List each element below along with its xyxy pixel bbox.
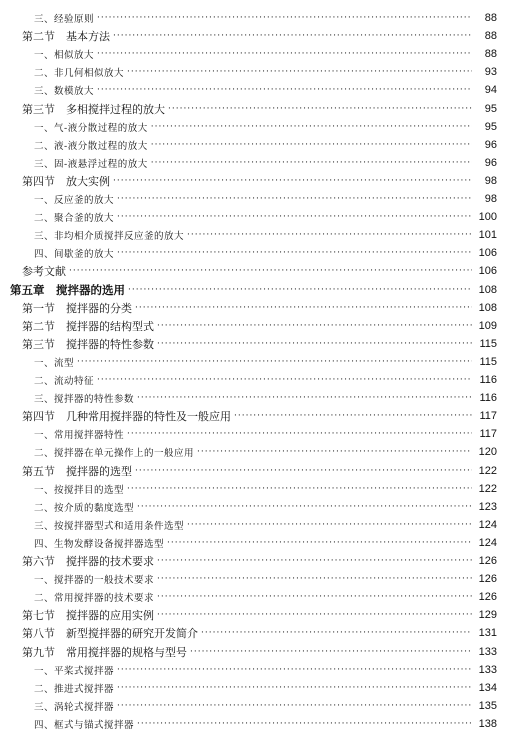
dot-leader: [117, 701, 472, 711]
toc-entry: [0, 461, 516, 481]
toc-entry-page-number: 88: [484, 30, 497, 43]
dot-leader: [151, 140, 472, 150]
toc-entry-page-number: 116: [479, 374, 497, 386]
toc-entry-page-number: 122: [478, 464, 497, 477]
toc-entry: [0, 62, 516, 82]
toc-entry: [0, 551, 516, 571]
toc-entry-title: 一、相似放大: [34, 50, 95, 62]
toc-entry: [0, 189, 516, 209]
toc-entry: [0, 388, 516, 408]
toc-entry-page-number: 133: [478, 645, 497, 658]
dot-leader: [97, 375, 472, 385]
toc-entry-page-number: 98: [484, 174, 497, 187]
dot-leader: [167, 538, 472, 548]
toc-entry: [0, 225, 516, 245]
toc-entry: [0, 424, 516, 444]
toc-entry-title: 二、非几何相似放大: [34, 68, 125, 80]
toc-entry-title: 一、按搅拌目的选型: [34, 484, 125, 496]
toc-entry-page-number: 98: [484, 193, 497, 205]
dot-leader: [197, 447, 472, 457]
toc-entry-page-number: 108: [478, 301, 497, 314]
toc-entry-page-number: 126: [478, 555, 497, 567]
toc-entry: [0, 135, 516, 155]
toc-entry-title: 一、反应釜的放大: [34, 195, 115, 206]
toc-entry-page-number: 115: [479, 337, 497, 350]
toc-entry: [0, 678, 516, 698]
toc-entry-page-number: 116: [479, 392, 497, 405]
toc-entry-title: 二、推进式搅拌器: [34, 683, 115, 695]
dot-leader: [137, 719, 472, 729]
toc-entry-page-number: 124: [478, 518, 497, 531]
toc-entry-page-number: 94: [484, 84, 497, 97]
toc-entry-title: 三、固-液悬浮过程的放大: [34, 158, 148, 170]
dot-leader: [157, 592, 472, 602]
toc-entry: [0, 497, 516, 517]
toc-entry: [0, 153, 516, 173]
toc-entry: [0, 370, 516, 390]
toc-entry: [0, 99, 516, 119]
dot-leader: [168, 104, 472, 114]
toc-entry: [0, 660, 516, 680]
toc-entry-page-number: 126: [478, 591, 497, 604]
toc-entry-page-number: 124: [478, 536, 497, 549]
toc-entry: [0, 352, 516, 372]
toc-entry-page-number: 117: [479, 410, 497, 423]
toc-entry-page-number: 138: [478, 717, 497, 730]
dot-leader: [117, 212, 472, 222]
dot-leader: [97, 49, 472, 59]
toc-entry-page-number: 100: [478, 211, 497, 224]
toc-entry-title: 四、间歇釜的放大: [34, 249, 115, 261]
toc-entry: [0, 334, 516, 354]
dot-leader: [137, 393, 472, 403]
toc-entry-title: 一、常用搅拌器特性: [34, 430, 125, 442]
toc-entry-title: 二、常用搅拌器的技术要求: [34, 593, 155, 605]
dot-leader: [127, 429, 472, 439]
toc-entry-title: 三、按搅拌器型式和适用条件选型: [34, 520, 185, 532]
toc-entry-page-number: 95: [484, 120, 497, 133]
dot-leader: [157, 574, 472, 584]
dot-leader: [157, 339, 472, 349]
toc-entry: [0, 587, 516, 607]
toc-entry-title: 第八节 新型搅拌器的研究开发简介: [22, 627, 198, 641]
table-of-contents: [0, 8, 516, 733]
toc-entry: [0, 623, 516, 643]
toc-entry: [0, 243, 516, 263]
toc-entry-page-number: 88: [484, 48, 497, 61]
toc-entry-page-number: 96: [484, 156, 497, 169]
toc-entry-title: 二、聚合釜的放大: [34, 213, 115, 225]
toc-entry: [0, 442, 516, 462]
dot-leader: [234, 411, 472, 421]
toc-entry-page-number: 106: [478, 247, 497, 260]
dot-leader: [157, 321, 472, 331]
toc-entry: [0, 44, 516, 64]
dot-leader: [128, 285, 472, 295]
toc-entry: [0, 642, 516, 662]
toc-entry-title: 第七节 搅拌器的应用实例: [22, 609, 154, 623]
toc-entry-title: 第四节 几种常用搅拌器的特性及一般应用: [22, 410, 231, 424]
dot-leader: [117, 194, 472, 204]
toc-entry-title: 第九节 常用搅拌器的规格与型号: [22, 645, 187, 659]
dot-leader: [157, 610, 472, 620]
toc-entry-title: 第三节 多相搅拌过程的放大: [22, 102, 165, 116]
toc-entry: [0, 8, 516, 28]
dot-leader: [97, 85, 472, 95]
toc-entry-page-number: 93: [484, 66, 497, 79]
toc-entry-page-number: 101: [478, 229, 497, 242]
toc-entry: [0, 605, 516, 625]
toc-entry: [0, 298, 516, 318]
toc-entry-title: 一、搅拌器的一般技术要求: [34, 575, 155, 587]
dot-leader: [117, 683, 472, 693]
toc-entry-page-number: 96: [484, 138, 497, 151]
dot-leader: [187, 520, 472, 530]
toc-entry-page-number: 117: [479, 428, 497, 441]
toc-entry-title: 四、框式与锚式搅拌器: [34, 719, 135, 731]
toc-entry-page-number: 106: [478, 265, 497, 278]
toc-entry-title: 第六节 搅拌器的技术要求: [22, 555, 154, 568]
toc-entry-title: 三、数模放大: [34, 86, 95, 98]
toc-entry-title: 二、液-液分散过程的放大: [34, 140, 148, 152]
toc-entry: [0, 26, 516, 46]
toc-entry-title: 第二节 基本方法: [22, 30, 110, 44]
toc-entry: [0, 117, 516, 137]
toc-entry-title: 第二节 搅拌器的结构型式: [22, 319, 154, 333]
toc-entry-page-number: 126: [478, 573, 497, 586]
toc-entry-title: 四、生物发酵设备搅拌器选型: [34, 538, 165, 550]
toc-entry-page-number: 108: [478, 283, 497, 296]
toc-entry-page-number: 134: [478, 681, 497, 694]
toc-entry-page-number: 135: [478, 699, 497, 712]
dot-leader: [137, 502, 472, 512]
toc-entry: [0, 479, 516, 499]
toc-entry-title: 第五章 搅拌器的选用: [10, 282, 125, 297]
toc-entry: [0, 406, 516, 426]
toc-entry-page-number: 131: [478, 627, 497, 640]
toc-entry-title: 第一节 搅拌器的分类: [22, 301, 132, 315]
toc-entry-title: 第三节 搅拌器的特性参数: [22, 337, 154, 351]
toc-entry-title: 二、搅拌器在单元操作上的一般应用: [34, 448, 195, 460]
toc-entry: [0, 171, 516, 191]
toc-entry: [0, 533, 516, 553]
toc-entry: [0, 207, 516, 227]
toc-entry-page-number: 122: [478, 482, 497, 495]
toc-entry-page-number: 129: [478, 609, 497, 622]
dot-leader: [201, 628, 472, 638]
toc-entry-title: 三、搅拌器的特性参数: [34, 394, 135, 406]
toc-entry-title: 一、气-液分散过程的放大: [34, 122, 148, 134]
dot-leader: [117, 665, 472, 675]
toc-entry-page-number: 123: [478, 500, 497, 513]
toc-entry-title: 二、流动特征: [34, 376, 95, 387]
toc-entry-title: 第五节 搅拌器的选型: [22, 464, 132, 478]
toc-entry: [0, 696, 516, 716]
dot-leader: [117, 248, 472, 258]
dot-leader: [187, 230, 472, 240]
toc-entry-title: 一、流型: [34, 357, 75, 369]
dot-leader: [77, 357, 472, 367]
toc-entry-title: 三、非均相介质搅拌反应釜的放大: [34, 231, 185, 243]
toc-entry-page-number: 95: [484, 102, 497, 115]
toc-entry: [0, 316, 516, 336]
toc-entry-title: 一、平桨式搅拌器: [34, 665, 115, 677]
toc-entry-page-number: 109: [478, 319, 497, 332]
toc-entry-page-number: 133: [478, 663, 497, 676]
toc-entry-page-number: 88: [484, 12, 497, 24]
dot-leader: [127, 67, 472, 77]
toc-entry-title: 第四节 放大实例: [22, 174, 110, 188]
toc-entry: [0, 280, 516, 300]
toc-entry-title: 三、经验原则: [34, 14, 95, 25]
dot-leader: [97, 13, 472, 23]
toc-entry-title: 三、涡轮式搅拌器: [34, 701, 115, 713]
toc-entry-page-number: 120: [478, 446, 497, 459]
toc-entry-title: 二、按介质的黏度选型: [34, 502, 135, 514]
dot-leader: [151, 158, 472, 168]
toc-entry: [0, 569, 516, 589]
dot-leader: [135, 303, 472, 313]
toc-entry: [0, 515, 516, 535]
dot-leader: [135, 466, 472, 476]
dot-leader: [190, 647, 472, 657]
dot-leader: [151, 122, 472, 132]
dot-leader: [127, 484, 472, 494]
dot-leader: [113, 176, 472, 186]
dot-leader: [157, 556, 472, 566]
dot-leader: [113, 31, 472, 41]
toc-entry-page-number: 115: [479, 355, 497, 368]
toc-entry: [0, 261, 516, 281]
toc-entry: [0, 714, 516, 734]
toc-entry: [0, 80, 516, 100]
toc-entry-title: 参考文献: [22, 265, 66, 279]
dot-leader: [69, 266, 472, 276]
